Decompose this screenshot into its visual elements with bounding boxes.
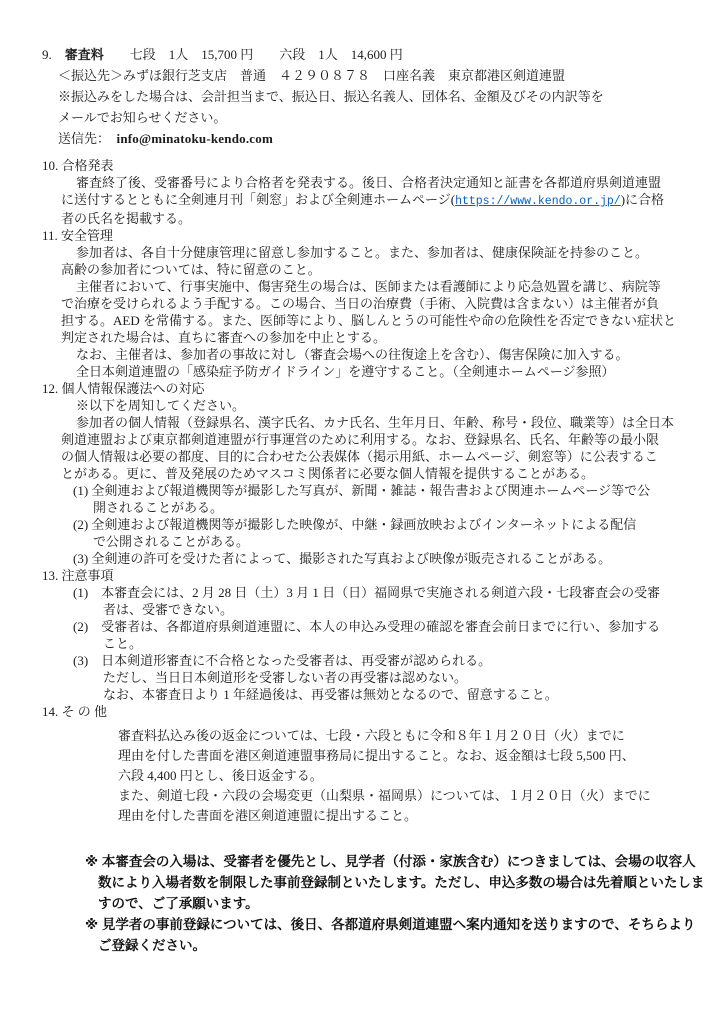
text-line: (1) 全剣連および報道機関等が撮影した写真が、新聞・雑誌・報告書および関連ホームページ等で公: [73, 483, 651, 498]
text-line: 参加者の個人情報（登録県名、漢字氏名、カナ氏名、生年月日、年齢、称号・段位、職業等）は全日本: [76, 415, 675, 430]
text-run: )に合格: [620, 192, 665, 207]
text-line: 高齢の参加者については、特に留意のこと。: [61, 262, 321, 277]
text-line: (2) 受審者は、各都道府県剣道連盟に、本人の申込み受理の確認を審査会前日までに行い、参加する: [73, 619, 661, 634]
text-run: 11. 安全管理: [42, 228, 114, 243]
text-run: に送付するとともに全剣連月刊「剣窓」および全剣連ホームページ(: [61, 192, 456, 207]
section-header-11-safety-management: [42, 227, 690, 244]
text-line: すので、ご了承願います。: [98, 896, 259, 911]
text-line: 開されることがある。: [93, 500, 224, 515]
section-header-10-results-announcement: [42, 157, 690, 174]
text-line: 全日本剣道連盟の「感染症予防ガイドライン」を遵守すること。（全剣連ホームページ参照）: [76, 364, 615, 379]
footnotes: [42, 851, 705, 956]
text-line: ※ 本審査会の入場は、受審者を優先とし、見学者（付添・家族含む）につきましては、会場の収容人: [85, 854, 696, 869]
document-body: [42, 44, 690, 826]
text-line: (3) 全剣連の許可を受けた者によって、撮影された写真および映像が販売されることがある。: [73, 551, 612, 566]
text-line: メールでお知らせください。: [58, 110, 227, 125]
text-run: 9.: [42, 47, 65, 62]
text-line: 審査終了後、受審番号により合格者を発表する。後日、合格者決定通知と証書を各都道府県剣道連盟: [76, 175, 662, 190]
text-run: 七段 1人 15,700 円 六段 1人 14,600 円: [103, 47, 403, 62]
text-line: ※振込みをした場合は、会計担当まで、振込日、振込名義人、団体名、金額及びその内訳等を: [58, 89, 604, 104]
text-line: (3) 日本剣道形審査に不合格となった受審者は、再受審が認められる。: [73, 653, 492, 668]
text-line: ※ 見学者の事前登録については、後日、各都道府県剣道連盟へ案内通知を送りますので、そちらより: [85, 917, 696, 932]
section-header-12-personal-information: [42, 380, 690, 397]
text-run: 14. そ の 他: [42, 704, 108, 719]
text-line: 者は、受審できない。: [103, 602, 234, 617]
text-line: の個人情報は必要の都度、目的に合わせた公表媒体（掲示用紙、ホームページ、剣窓等）に公表するこ: [61, 449, 658, 464]
section-11-safety-management: [42, 227, 690, 380]
section-12-personal-information: [42, 380, 690, 567]
text-line: とがある。更に、普及発展のためマスコミ関係者に必要な個人情報を提供することがある。: [61, 466, 595, 481]
section-9-examination-fee: [42, 44, 690, 149]
text-line: (1) 本審査会には、2 月 28 日（土）3 月 1 日（日）福岡県で実施される剣道六段・七段審査会の受審: [73, 585, 661, 600]
text-run: 10. 合格発表: [42, 158, 114, 173]
text-line: 判定された場合は、直ちに審査への参加を中止とする。: [61, 330, 387, 345]
text-line: 参加者は、各自十分健康管理に留意し参加すること。また、参加者は、健康保険証を持参のこと。: [76, 245, 649, 260]
text-line: ご登録ください。: [98, 938, 206, 953]
spectator-registration-note: [42, 914, 696, 956]
text-run: 審査料: [64, 47, 104, 62]
section-header-9-examination-fee: [42, 44, 690, 65]
admission-restriction-note: [42, 851, 705, 914]
text-line: 担する。AED を常備する。また、医師等により、脳しんとうの可能性や命の危険性を否定できない症状と: [61, 313, 676, 328]
privacy-notice-heading: ※以下を周知してください。: [76, 398, 246, 413]
text-line: 理由を付した書面を港区剣道連盟事務局に提出すること。なお、返金額は七段 5,500 円、: [118, 748, 635, 763]
kendo-homepage-link[interactable]: https://www.kendo.or.jp/: [455, 195, 621, 208]
text-line: また、剣道七段・六段の会場変更（山梨県・福岡県）については、１月２０日（火）までに: [118, 788, 651, 803]
text-line: で治療を受けられるよう手配する。この場合、当日の治療費（手術、入院費は含まない）は主催者が負: [61, 296, 660, 311]
text-line: なお、主催者は、参加者の事故に対し（審査会場への往復途上を含む）、傷害保険に加入する。: [76, 347, 629, 362]
text-line: なお、本審査日より 1 年経過後は、再受審は無効となるので、留意すること。: [103, 687, 558, 702]
text-run: 12. 個人情報保護法への対応: [42, 381, 205, 396]
text-line: 剣道連盟および東京都剣道連盟が行事運営のために利用する。なお、登録県名、氏名、年齢等の最小限: [61, 432, 660, 447]
contact-email: info@minatoku-kendo.com: [116, 131, 273, 146]
section-10-results-announcement: [42, 157, 690, 227]
text-run: 13. 注意事項: [42, 568, 114, 583]
section-14-other: [42, 703, 690, 826]
text-line: 理由を付した書面を港区剣道連盟に提出すること。: [118, 808, 418, 823]
text-line: で公開されることがある。: [93, 534, 250, 549]
bank-transfer-info: ＜振込先＞みずほ銀行芝支店 普通 ４２９０８７８ 口座名義 東京都港区剣道連盟: [58, 68, 566, 83]
section-header-13-notes: [42, 567, 690, 584]
text-line: 六段 4,400 円とし、後日返金する。: [118, 768, 323, 783]
text-run: 送信先：: [58, 131, 117, 146]
section-13-notes: [42, 567, 690, 703]
section-header-14-other: [42, 703, 690, 720]
text-line: (2) 全剣連および報道機関等が撮影した映像が、中継・録画放映およびインターネットによる配信: [73, 517, 637, 532]
text-line: ただし、当日日本剣道形を受審しない者の再受審は認めない。: [103, 670, 468, 685]
text-line: [61, 191, 690, 210]
text-line: 主催者において、行事実施中、傷害発生の場合は、医師または看護師により応急処置を講じ、病院等: [76, 279, 661, 294]
text-line: 者の氏名を掲載する。: [61, 211, 192, 226]
text-line: 数により入場者数を制限した事前登録制といたします。ただし、申込多数の場合は先着順といたしま: [98, 875, 705, 890]
text-line: 審査料払込み後の返金については、七段・六段ともに令和８年１月２０日（火）までに: [118, 728, 625, 743]
contact-email-line: [58, 128, 690, 149]
text-line: こと。: [103, 636, 143, 651]
